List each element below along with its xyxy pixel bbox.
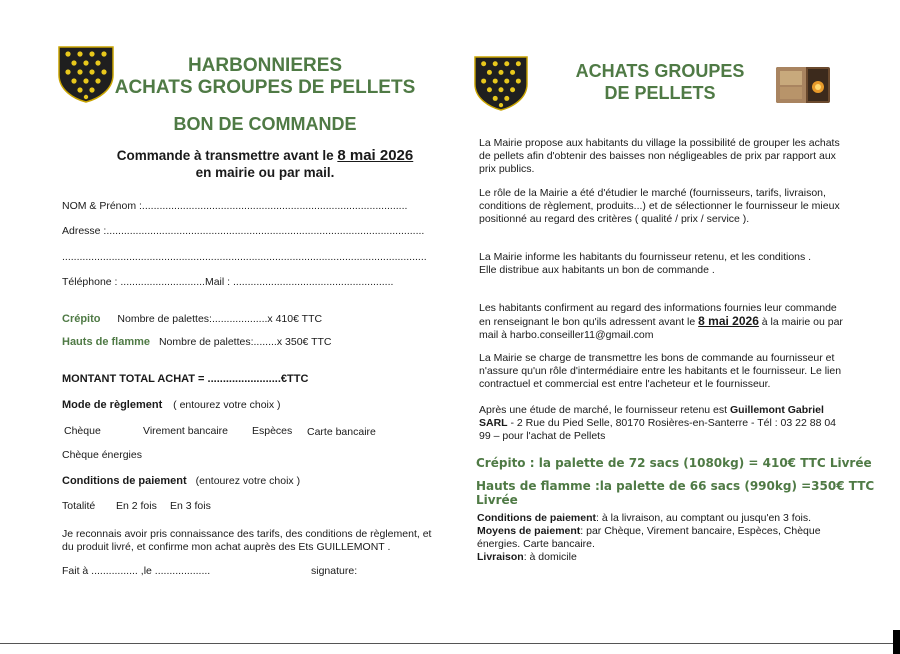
terms-livraison-label: Livraison xyxy=(477,551,524,563)
crepito-quantity-field[interactable]: Nombre de palettes:...................x 410€ TTC xyxy=(117,313,323,325)
supplier-text-pre: Après une étude de marché, le fournisseur retenu est xyxy=(479,404,728,416)
signature-field[interactable]: signature: xyxy=(311,565,358,577)
condition-option-2-fois[interactable]: En 2 fois xyxy=(116,500,157,512)
inform-line1: La Mairie informe les habitants du fournisseur retenu, et les conditions . xyxy=(479,251,812,263)
terms-conditions-label: Conditions de paiement xyxy=(477,512,597,524)
order-form-title: BON DE COMMANDE xyxy=(173,114,357,134)
offer-crepito: Crépito : la palette de 72 sacs (1080kg) = 410€ TTC Livrée xyxy=(476,456,872,470)
pellet-bags-photo xyxy=(776,67,830,103)
hauts-label: Hauts de flamme xyxy=(62,336,151,348)
scan-edge-line xyxy=(0,643,900,644)
payment-option-cheque[interactable]: Chèque xyxy=(64,425,101,437)
deadline-line2: en mairie ou par mail. xyxy=(195,165,335,180)
inform-line2: Elle distribue aux habitants un bon de commande . xyxy=(479,264,715,276)
deadline-notice xyxy=(80,147,450,181)
crepito-order-line xyxy=(62,313,322,326)
right-title-line1: ACHATS GROUPES xyxy=(575,61,745,81)
payment-mode-heading xyxy=(62,399,281,412)
confirm-deadline-date: 8 mai 2026 xyxy=(698,314,759,328)
deadline-date: 8 mai 2026 xyxy=(337,147,414,164)
terms-conditions-line xyxy=(477,512,839,525)
payment-conditions-label: Conditions de paiement xyxy=(62,475,187,487)
payment-option-especes[interactable]: Espèces xyxy=(252,425,293,437)
acknowledgement-text: Je reconnais avoir pris connaissance des tarifs, des conditions de règlement, et du produit livré, et confirme mon achat auprès des Ets GUILLEMONT . xyxy=(62,528,432,553)
payment-conditions-hint: (entourez votre choix ) xyxy=(195,475,301,487)
address-field-line2[interactable]: ............................................................................................................................. xyxy=(62,251,427,263)
hauts-quantity-field[interactable]: Nombre de palettes:........x 350€ TTC xyxy=(158,336,332,348)
condition-option-3-fois[interactable]: En 3 fois xyxy=(170,500,211,512)
terms-livraison-line xyxy=(477,551,839,564)
coat-of-arms-right-icon xyxy=(474,55,528,111)
supplier-paragraph xyxy=(479,404,847,443)
supplier-name: Guillemont Gabriel SARL xyxy=(479,404,824,429)
crepito-label: Crépito xyxy=(62,313,101,325)
confirm-paragraph xyxy=(479,302,849,342)
condition-option-totalite[interactable]: Totalité xyxy=(62,500,96,512)
payment-option-cheque-energies[interactable]: Chèque énergies xyxy=(62,449,142,461)
phone-mail-field[interactable]: Téléphone : .............................Mail : ....................................................... xyxy=(62,276,394,288)
address-field[interactable]: Adresse :............................................................................................................. xyxy=(62,225,425,237)
payment-conditions-heading xyxy=(62,475,300,488)
deadline-prefix: Commande à transmettre avant le xyxy=(116,148,334,163)
intro-paragraph: La Mairie propose aux habitants du village la possibilité de grouper les achats de pellets afin d'obtenir des baisses non négligeables de prix par rapport aux prix publics. xyxy=(479,137,840,175)
payment-option-virement[interactable]: Virement bancaire xyxy=(143,425,229,437)
scan-corner-mark xyxy=(893,630,900,654)
terms-block xyxy=(477,512,839,564)
terms-moyens-text: : par Chèque, Virement bancaire, Espèces, Chèque énergies. Carte bancaire. xyxy=(477,525,821,550)
role-paragraph: Le rôle de la Mairie a été d'étudier le marché (fournisseurs, tarifs, livraison, conditions de règlement, produits...) et de sélectionner le fournisseur le mieux positionné au regard des critères ( qualité / prix / service ). xyxy=(479,187,840,225)
confirm-text-pre: Les habitants confirment au regard des informations fournies leur commande en renseignant le bon qu'ils adressent avant le xyxy=(479,302,837,328)
terms-livraison-text: : à domicile xyxy=(523,551,577,563)
total-amount-field[interactable]: MONTANT TOTAL ACHAT = ........................€TTC xyxy=(62,373,309,385)
terms-moyens-line xyxy=(477,525,839,551)
name-field[interactable]: NOM & Prénom :........................................................................................... xyxy=(62,200,408,212)
right-title-line2: DE PELLETS xyxy=(604,83,716,103)
offer-hauts-de-flamme: Hauts de flamme :la palette de 66 sacs (990kg) =350€ TTC Livrée xyxy=(476,479,875,507)
confirm-text-post: à la mairie ou par mail à harbo.conseiller11@gmail.com xyxy=(479,316,843,341)
supplier-address: - 2 Rue du Pied Selle, 80170 Rosières-en-Santerre - Tél : 03 22 88 04 99 – pour l'achat de Pellets xyxy=(479,417,837,442)
place-date-field[interactable]: Fait à ................ ,le ................... xyxy=(62,565,211,577)
transmit-paragraph: La Mairie se charge de transmettre les bons de commande au fournisseur et n'assure qu'un rôle d'intermédiaire entre les habitants et le fournisseur. Le lien contractuel et commercial est entre l'acheteur et le fournisseur. xyxy=(479,352,842,390)
left-title-line2: ACHATS GROUPES DE PELLETS xyxy=(114,77,416,98)
terms-moyens-label: Moyens de paiement xyxy=(477,525,581,537)
payment-mode-label: Mode de règlement xyxy=(62,399,163,411)
terms-conditions-text: : à la livraison, au comptant ou jusqu'en 3 fois. xyxy=(596,512,812,524)
coat-of-arms-left-icon xyxy=(58,45,114,103)
payment-option-carte[interactable]: Carte bancaire xyxy=(307,426,376,438)
payment-mode-hint: ( entourez votre choix ) xyxy=(173,399,281,411)
hauts-order-line xyxy=(62,336,332,349)
left-title-line1: HARBONNIERES xyxy=(187,55,343,76)
